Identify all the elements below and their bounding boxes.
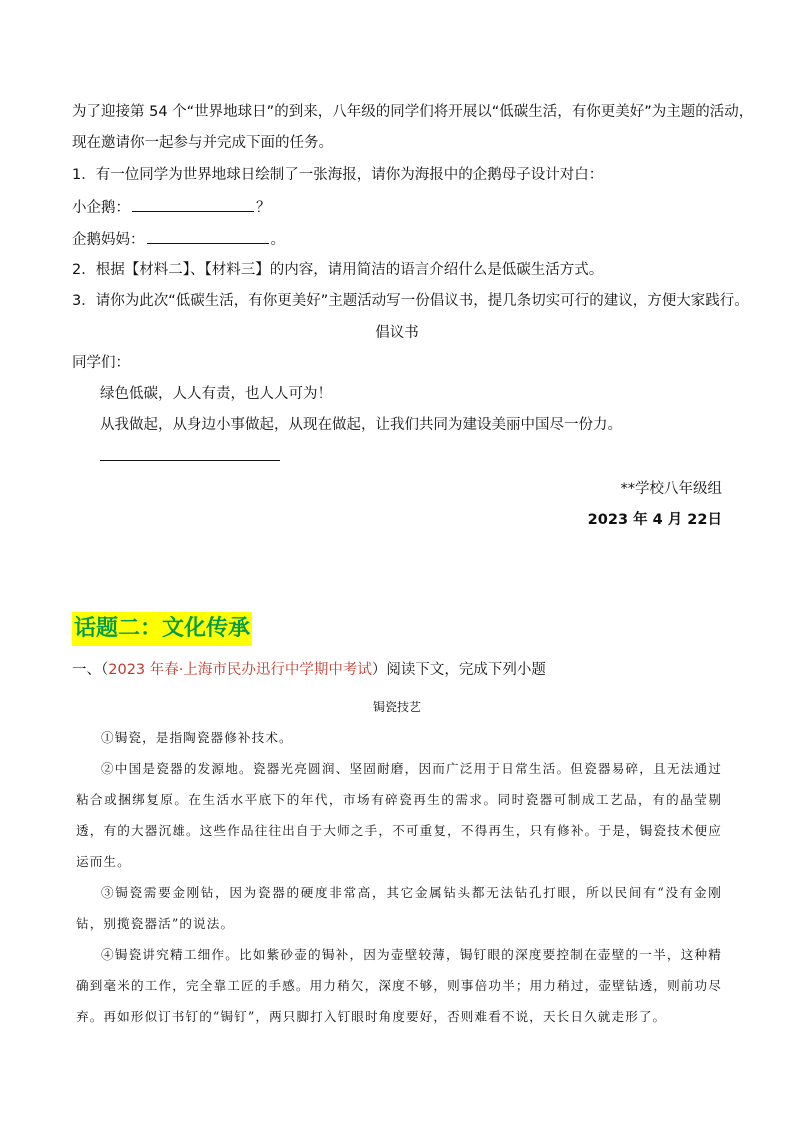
letter-line-2: 从我做起，从身边小事做起，从现在做起，让我们共同为建设美丽中国尽一份力。 (100, 417, 622, 433)
section-prefix: 一、（ (72, 662, 109, 678)
penguin-mother-line (72, 229, 722, 250)
penguin-child-answer-blank[interactable] (132, 197, 254, 212)
letter-line-1: 绿色低碳，人人有责，也人人可为！ (100, 386, 332, 402)
letter-writing-blank[interactable] (100, 460, 280, 461)
passage-title: 锔瓷技艺 (372, 700, 421, 714)
intro-line-1: 为了迎接第 54 个“世界地球日”的到来，八年级的同学们将开展以“低碳生活，有你更美好”为主题的活动， (72, 104, 754, 120)
penguin-mother-label: 企鹅妈妈： (72, 232, 145, 248)
question-1: 1．有一位同学为世界地球日绘制了一张海报，请你为海报中的企鹅母子设计对白： (72, 167, 604, 183)
topic-two-heading: 话题二：文化传承 (72, 612, 252, 646)
question-2: 2．根据【材料二】、【材料三】的内容，请用简洁的语言介绍什么是低碳生活方式。 (72, 262, 604, 278)
penguin-child-label: 小企鹅： (72, 200, 130, 216)
letter-salutation: 同学们： (72, 355, 130, 371)
letter-title: 倡议书 (375, 325, 419, 341)
section-suffix: ）阅读下文，完成下列小题 (371, 662, 546, 678)
section-source: 2023 年春·上海市民办迅行中学期中考试 (108, 662, 372, 678)
question-3: 3．请你为此次“低碳生活，有你更美好”主题活动写一份倡议书，提几条切实可行的建议，方便大家践行。 (72, 293, 749, 309)
passage-paragraph-1: ①锔瓷，是指陶瓷器修补技术。 (101, 730, 293, 745)
penguin-child-end: ？ (256, 200, 271, 216)
penguin-mother-end: 。 (270, 232, 285, 248)
intro-line-2: 现在邀请你一起参与并完成下面的任务。 (72, 135, 333, 151)
penguin-child-line (72, 197, 722, 218)
section-one-instruction (72, 660, 722, 680)
penguin-mother-answer-blank[interactable] (147, 229, 269, 244)
passage-paragraph-2: ②中国是瓷器的发源地。瓷器光亮圆润、坚固耐磨，因而广泛用于日常生活。但瓷器易碎，且无法通过粘合或捆绑复原。在生活水平底下的年代，市场有碎瓷再生的需求。同时瓷器可制成工艺品，有的晶莹剔透，有的大器沉雄。这些作品往往出自于大师之手，不可重复，不得再生，只有修补。于是，锔瓷技术便应运而生。 (76, 761, 722, 869)
letter-signer: **学校八年级组 (620, 481, 722, 497)
letter-date: 2023 年 4 月 22日 (587, 512, 722, 528)
passage-paragraph-3: ③锔瓷需要金刚钻，因为瓷器的硬度非常高，其它金属钻头都无法钻孔打眼，所以民间有“没有金刚钻，别揽瓷器活”的说法。 (76, 885, 722, 931)
passage-paragraph-4: ④锔瓷讲究精工细作。比如紫砂壶的锔补，因为壶壁较薄，锔钉眼的深度要控制在壶壁的一半，这种精确到毫米的工作，完全靠工匠的手感。用力稍欠，深度不够，则事倍功半；用力稍过，壶壁钻透，则前功尽弃。再如形似订书钉的“锔钉”，两只脚打入钉眼时角度要好，否则难看不说，天长日久就走形了。 (76, 947, 722, 1024)
